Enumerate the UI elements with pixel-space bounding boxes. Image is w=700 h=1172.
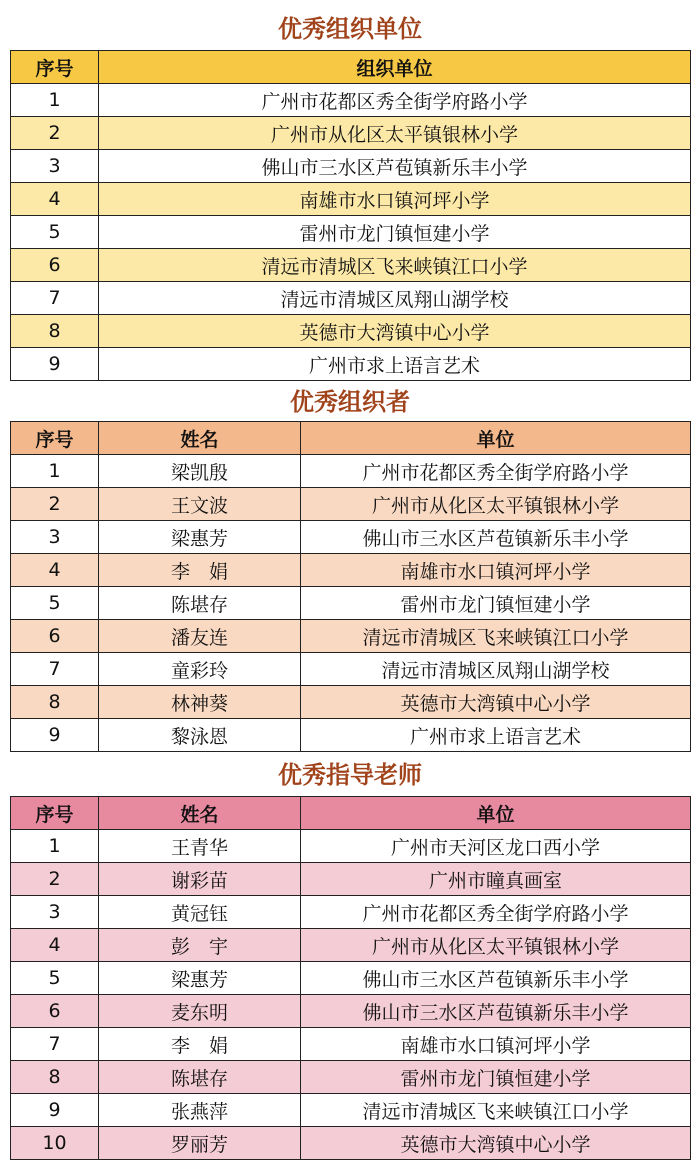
table-row <box>11 521 691 554</box>
column-header-name: 姓名 <box>99 797 301 830</box>
organizations-table <box>10 50 691 381</box>
organization-name-cell: 清远市清城区飞来峡镇江口小学 <box>99 249 691 282</box>
row-number-cell: 2 <box>11 488 99 521</box>
person-name-cell: 王青华 <box>99 830 301 863</box>
table-row <box>11 653 691 686</box>
person-name-cell: 张燕萍 <box>99 1094 301 1127</box>
unit-name-cell: 雷州市龙门镇恒建小学 <box>301 587 691 620</box>
unit-name-cell: 清远市清城区飞来峡镇江口小学 <box>301 1094 691 1127</box>
row-number-cell: 1 <box>11 455 99 488</box>
person-name-cell: 李 娟 <box>99 554 301 587</box>
row-number-cell: 4 <box>11 554 99 587</box>
organizers-table-body <box>11 455 691 752</box>
table-row <box>11 962 691 995</box>
organization-name-cell: 英德市大湾镇中心小学 <box>99 315 691 348</box>
column-header-number: 序号 <box>11 422 99 455</box>
person-name-cell: 梁惠芳 <box>99 962 301 995</box>
row-number-cell: 7 <box>11 1028 99 1061</box>
person-name-cell: 彭 宇 <box>99 929 301 962</box>
table-row <box>11 348 691 381</box>
person-name-cell: 梁惠芳 <box>99 521 301 554</box>
organization-name-cell: 广州市花都区秀全街学府路小学 <box>99 84 691 117</box>
row-number-cell: 8 <box>11 1061 99 1094</box>
person-name-cell: 王文波 <box>99 488 301 521</box>
table-header-row <box>11 51 691 84</box>
row-number-cell: 4 <box>11 929 99 962</box>
column-header-number: 序号 <box>11 51 99 84</box>
row-number-cell: 3 <box>11 521 99 554</box>
row-number-cell: 8 <box>11 315 99 348</box>
table-row <box>11 686 691 719</box>
person-name-cell: 陈堪存 <box>99 587 301 620</box>
unit-name-cell: 南雄市水口镇河坪小学 <box>301 554 691 587</box>
unit-name-cell: 雷州市龙门镇恒建小学 <box>301 1061 691 1094</box>
row-number-cell: 3 <box>11 896 99 929</box>
table-row <box>11 929 691 962</box>
unit-name-cell: 广州市瞳真画室 <box>301 863 691 896</box>
table-row <box>11 150 691 183</box>
row-number-cell: 2 <box>11 117 99 150</box>
unit-name-cell: 佛山市三水区芦苞镇新乐丰小学 <box>301 521 691 554</box>
organizations-table-body <box>11 84 691 381</box>
unit-name-cell: 广州市从化区太平镇银林小学 <box>301 488 691 521</box>
row-number-cell: 5 <box>11 216 99 249</box>
table-row <box>11 863 691 896</box>
unit-name-cell: 广州市花都区秀全街学府路小学 <box>301 455 691 488</box>
row-number-cell: 10 <box>11 1127 99 1160</box>
table-row <box>11 1028 691 1061</box>
unit-name-cell: 英德市大湾镇中心小学 <box>301 1127 691 1160</box>
column-header-number: 序号 <box>11 797 99 830</box>
instructors-table-body <box>11 830 691 1160</box>
person-name-cell: 黎泳恩 <box>99 719 301 752</box>
organization-name-cell: 雷州市龙门镇恒建小学 <box>99 216 691 249</box>
unit-name-cell: 清远市清城区飞来峡镇江口小学 <box>301 620 691 653</box>
table-row <box>11 117 691 150</box>
instructors-table <box>10 796 691 1160</box>
person-name-cell: 麦东明 <box>99 995 301 1028</box>
person-name-cell: 李 娟 <box>99 1028 301 1061</box>
table-row <box>11 1061 691 1094</box>
unit-name-cell: 南雄市水口镇河坪小学 <box>301 1028 691 1061</box>
organization-name-cell: 广州市从化区太平镇银林小学 <box>99 117 691 150</box>
unit-name-cell: 清远市清城区凤翔山湖学校 <box>301 653 691 686</box>
person-name-cell: 潘友连 <box>99 620 301 653</box>
row-number-cell: 9 <box>11 1094 99 1127</box>
person-name-cell: 黄冠钰 <box>99 896 301 929</box>
unit-name-cell: 英德市大湾镇中心小学 <box>301 686 691 719</box>
table-row <box>11 282 691 315</box>
unit-name-cell: 广州市天河区龙口西小学 <box>301 830 691 863</box>
person-name-cell: 林神葵 <box>99 686 301 719</box>
row-number-cell: 4 <box>11 183 99 216</box>
row-number-cell: 6 <box>11 995 99 1028</box>
table-header-row <box>11 422 691 455</box>
table-row <box>11 995 691 1028</box>
row-number-cell: 1 <box>11 830 99 863</box>
column-header-name: 姓名 <box>99 422 301 455</box>
table-row <box>11 1127 691 1160</box>
person-name-cell: 陈堪存 <box>99 1061 301 1094</box>
table-row <box>11 315 691 348</box>
section-title-instructors: 优秀指导老师 <box>278 761 422 789</box>
row-number-cell: 5 <box>11 587 99 620</box>
unit-name-cell: 广州市求上语言艺术 <box>301 719 691 752</box>
table-row <box>11 620 691 653</box>
table-row <box>11 554 691 587</box>
section-title-organizations: 优秀组织单位 <box>278 15 422 43</box>
person-name-cell: 梁凯殷 <box>99 455 301 488</box>
table-row <box>11 896 691 929</box>
organization-name-cell: 广州市求上语言艺术 <box>99 348 691 381</box>
unit-name-cell: 佛山市三水区芦苞镇新乐丰小学 <box>301 995 691 1028</box>
table-row <box>11 830 691 863</box>
row-number-cell: 6 <box>11 249 99 282</box>
row-number-cell: 3 <box>11 150 99 183</box>
table-row <box>11 84 691 117</box>
row-number-cell: 9 <box>11 719 99 752</box>
row-number-cell: 5 <box>11 962 99 995</box>
unit-name-cell: 佛山市三水区芦苞镇新乐丰小学 <box>301 962 691 995</box>
unit-name-cell: 广州市从化区太平镇银林小学 <box>301 929 691 962</box>
section-title-organizers: 优秀组织者 <box>290 388 410 416</box>
table-row <box>11 488 691 521</box>
row-number-cell: 2 <box>11 863 99 896</box>
person-name-cell: 童彩玲 <box>99 653 301 686</box>
row-number-cell: 9 <box>11 348 99 381</box>
column-header-organization: 组织单位 <box>99 51 691 84</box>
table-row <box>11 455 691 488</box>
person-name-cell: 罗丽芳 <box>99 1127 301 1160</box>
table-row <box>11 249 691 282</box>
organization-name-cell: 南雄市水口镇河坪小学 <box>99 183 691 216</box>
row-number-cell: 7 <box>11 653 99 686</box>
row-number-cell: 8 <box>11 686 99 719</box>
table-row <box>11 216 691 249</box>
table-row <box>11 1094 691 1127</box>
column-header-unit: 单位 <box>301 422 691 455</box>
person-name-cell: 谢彩苗 <box>99 863 301 896</box>
table-header-row <box>11 797 691 830</box>
organization-name-cell: 佛山市三水区芦苞镇新乐丰小学 <box>99 150 691 183</box>
unit-name-cell: 广州市花都区秀全街学府路小学 <box>301 896 691 929</box>
table-row <box>11 587 691 620</box>
organization-name-cell: 清远市清城区凤翔山湖学校 <box>99 282 691 315</box>
table-row <box>11 719 691 752</box>
organizers-table <box>10 421 691 752</box>
row-number-cell: 6 <box>11 620 99 653</box>
column-header-unit: 单位 <box>301 797 691 830</box>
table-row <box>11 183 691 216</box>
row-number-cell: 1 <box>11 84 99 117</box>
row-number-cell: 7 <box>11 282 99 315</box>
